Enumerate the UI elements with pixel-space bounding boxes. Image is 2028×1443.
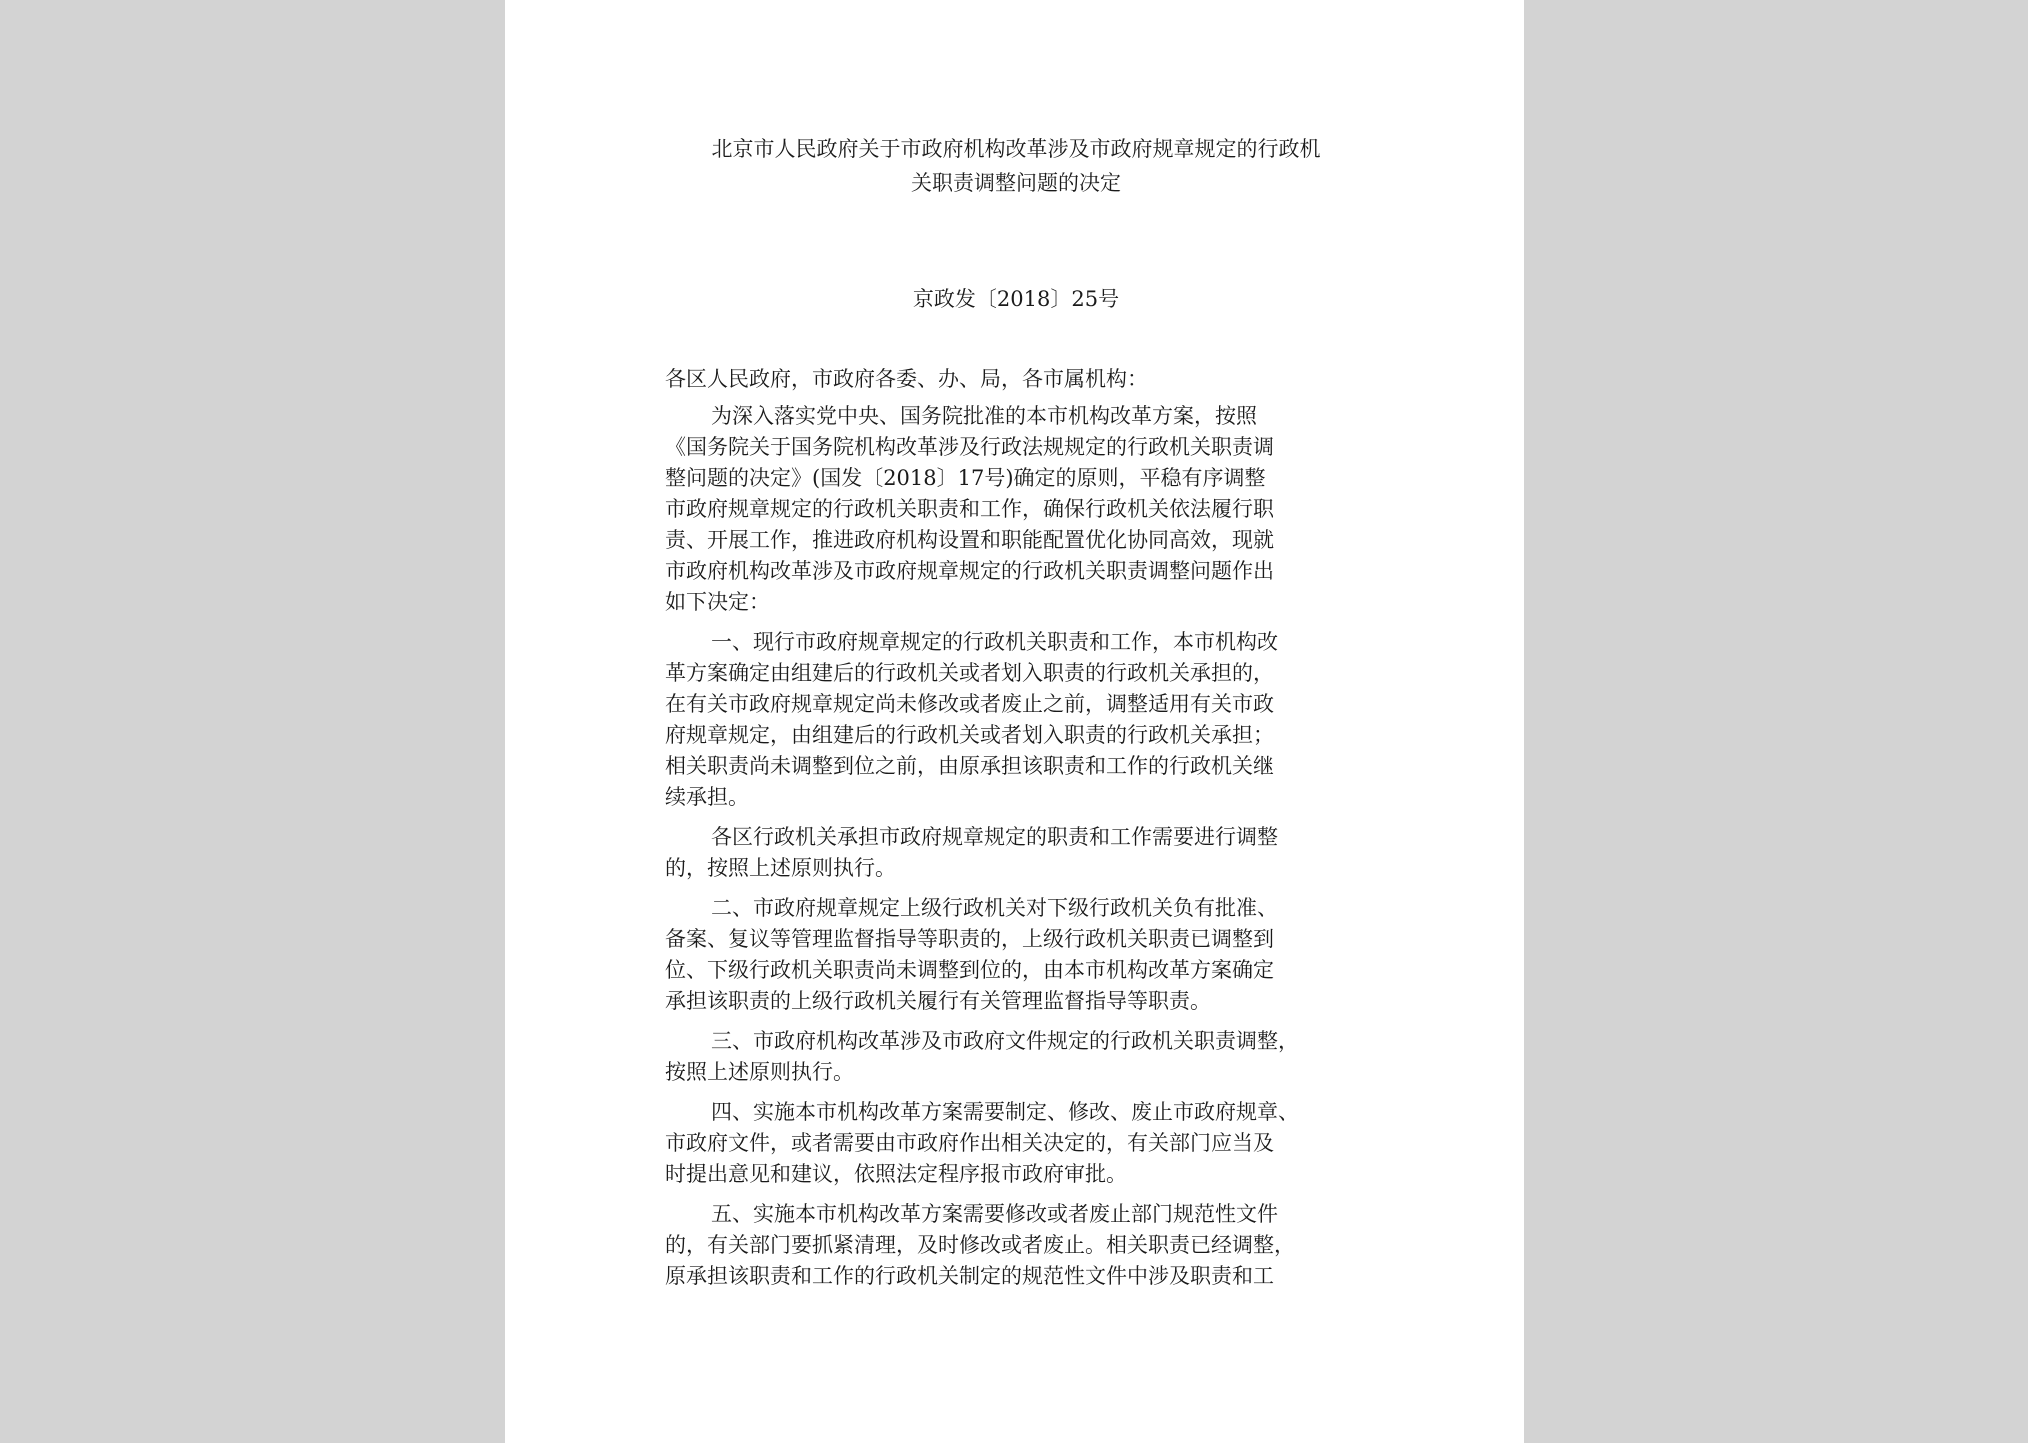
text-line: 在有关市政府规章规定尚未修改或者废止之前，调整适用有关市政 [665,692,1274,716]
text-line: 市政府文件，或者需要由市政府作出相关决定的，有关部门应当及 [665,1131,1274,1155]
text-line: 承担该职责的上级行政机关履行有关管理监督指导等职责。 [665,989,1211,1013]
text-line: 的，有关部门要抓紧清理，及时修改或者废止。相关职责已经调整， [665,1233,1295,1257]
title-line: 关职责调整问题的决定 [911,171,1121,195]
paragraph-item-3 [665,1026,1377,1088]
text-line: 备案、复议等管理监督指导等职责的，上级行政机关职责已调整到 [665,927,1274,951]
paragraph-preamble [665,401,1377,618]
paragraph-item-1 [665,627,1377,813]
text-line: 市政府规章规定的行政机关职责和工作，确保行政机关依法履行职 [665,497,1274,521]
paragraph-item-5 [665,1199,1377,1292]
text-line: 续承担。 [665,785,749,809]
paragraph-district [665,822,1377,884]
document-number: 京政发〔2018〕25号 [912,287,1120,311]
text-line: 《国务院关于国务院机构改革涉及行政法规规定的行政机关职责调 [665,435,1274,459]
text-line: 五、实施本市机构改革方案需要修改或者废止部门规范性文件 [711,1202,1278,1226]
text-line: 四、实施本市机构改革方案需要制定、修改、废止市政府规章、 [711,1100,1299,1124]
salutation-line: 各区人民政府，市政府各委、办、局，各市属机构： [665,367,1148,391]
text-line: 整问题的决定》(国发〔2018〕17号)确定的原则，平稳有序调整 [665,466,1266,490]
text-line: 革方案确定由组建后的行政机关或者划入职责的行政机关承担的， [665,661,1274,685]
text-line: 市政府机构改革涉及市政府规章规定的行政机关职责调整问题作出 [665,559,1274,583]
text-line: 的，按照上述原则执行。 [665,856,896,880]
text-line: 相关职责尚未调整到位之前，由原承担该职责和工作的行政机关继 [665,754,1274,778]
document-page [505,0,1524,1443]
document-title [655,132,1377,200]
text-line: 二、市政府规章规定上级行政机关对下级行政机关负有批准、 [711,896,1278,920]
text-line: 责、开展工作，推进政府机构设置和职能配置优化协同高效，现就 [665,528,1274,552]
document-body [665,364,1377,1301]
text-line: 为深入落实党中央、国务院批准的本市机构改革方案，按照 [711,404,1257,428]
text-line: 位、下级行政机关职责尚未调整到位的，由本市机构改革方案确定 [665,958,1274,982]
title-line: 北京市人民政府关于市政府机构改革涉及市政府规章规定的行政机 [711,137,1321,161]
text-line: 一、现行市政府规章规定的行政机关职责和工作，本市机构改 [711,630,1278,654]
text-line: 府规章规定，由组建后的行政机关或者划入职责的行政机关承担； [665,723,1274,747]
text-line: 时提出意见和建议，依照法定程序报市政府审批。 [665,1162,1127,1186]
text-line: 原承担该职责和工作的行政机关制定的规范性文件中涉及职责和工 [665,1264,1274,1288]
text-line: 各区行政机关承担市政府规章规定的职责和工作需要进行调整 [711,825,1278,849]
text-line: 如下决定： [665,590,770,614]
salutation [665,364,1377,395]
text-line: 三、市政府机构改革涉及市政府文件规定的行政机关职责调整， [711,1029,1299,1053]
paragraph-item-2 [665,893,1377,1017]
text-line: 按照上述原则执行。 [665,1060,854,1084]
paragraph-item-4 [665,1097,1377,1190]
